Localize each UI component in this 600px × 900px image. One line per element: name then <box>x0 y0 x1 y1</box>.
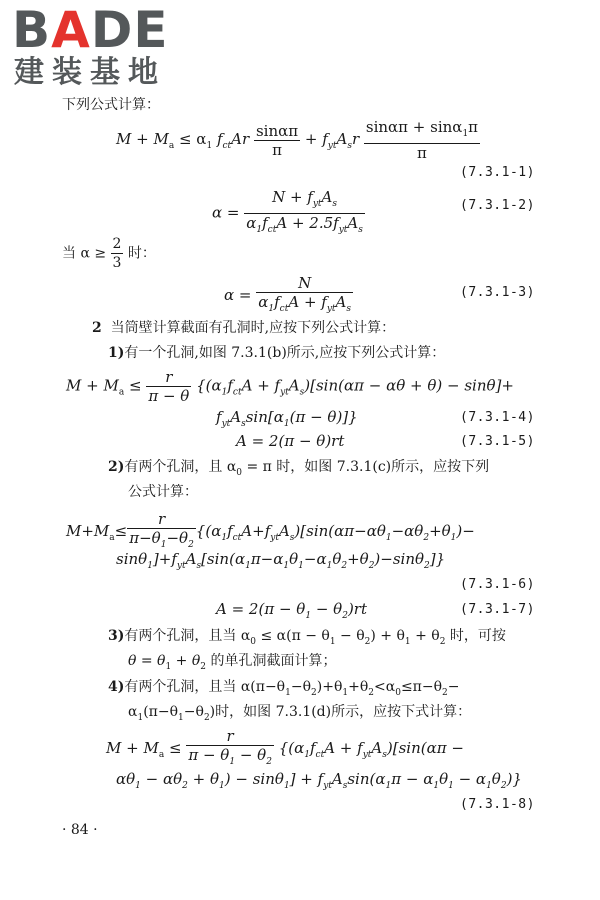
equation-number: (7.3.1-6) <box>460 577 535 592</box>
clause-2-3-line2: $\theta = \theta_1 + \theta_2$ 的单孔洞截面计算； <box>128 653 337 672</box>
equation-7-3-1-4: $M + M_a$ ≤ $\frac{r}{\pi - \theta}$ {$(\alpha_1f_{ct}A + f_{yt}A_s)[\sin(\alpha\pi - \alpha\theta + \theta) - \sin\theta]+$ <box>66 368 514 405</box>
equation-number: (7.3.1-8) <box>460 797 535 812</box>
equation-7-3-1-6: $M+M_a\le$ $\frac{r}{\pi-\theta_1-\theta_2}$ {$(\alpha_1f_{ct}A+f_{yt}A_s)[\sin(\alpha\pi-\alpha\theta_1-\alpha\theta_2+\theta_1)-$ <box>66 510 475 554</box>
equation-number: (7.3.1-1) <box>460 165 535 180</box>
equation-number: (7.3.1-4) <box>460 410 535 425</box>
equation-7-3-1-5: A = 2(π − θ)rt <box>236 432 345 450</box>
equation-7-3-1-8-line2: $\alpha\theta_1 - \alpha\theta_2 + \theta_1) - \sin\theta_1] + f_{yt}A_s\sin(\alpha_1\pi - \alpha_1\theta_1 - \alpha_1\theta_2)$} <box>116 770 522 791</box>
logo-letters: DE <box>90 1 169 59</box>
page-number: · 84 · <box>62 822 98 838</box>
clause-2-4-line2: $\alpha_1(\pi-\theta_1-\theta_2)$时，如图 7.3.1(d)所示，应按下式计算： <box>128 704 472 723</box>
equation-number: (7.3.1-5) <box>460 434 535 449</box>
equation-7-3-1-6-line2: $\sin\theta_1]+f_{yt}A_s[\sin(\alpha_1\pi-\alpha_1\theta_1-\alpha_1\theta_2+\theta_2)-\sin\theta_2]$} <box>116 550 446 571</box>
clause-2-4: 4)有两个孔洞，且当 $\alpha(\pi-\theta_1-\theta_2)+\theta_1+\theta_2<\alpha_0\le\pi-\theta_2-$ <box>108 679 460 698</box>
logo-accent-letter: A <box>51 1 91 59</box>
intro-text: 下列公式计算： <box>62 97 160 113</box>
equation-7-3-1-1: $M + M_a \le \alpha_1$ $f_{ct}Ar$ $\frac{\sin\alpha\pi}{\pi}$ + $f_{yt}A_sr$ $\frac{\sin\alpha\pi + \sin\alpha_1\pi}{\pi}$ <box>116 118 479 162</box>
logo-letter: B <box>12 1 52 59</box>
clause-2-3: 3)有两个孔洞，且当 $\alpha_0 \le \alpha(\pi - \theta_1 - \theta_2) + \theta_1 + \theta_2$ 时，可按 <box>108 628 506 647</box>
equation-7-3-1-3: α = $\frac{N}{\alpha_1f_{ct}A + f_{yt}A_s}$ <box>224 274 353 318</box>
equation-number: (7.3.1-7) <box>460 602 535 617</box>
equation-7-3-1-4-line2: $f_{yt}A_s\sin[\alpha_1(\pi - \theta)]$} <box>216 408 358 429</box>
clause-2-2: 2)有两个孔洞，且 $\alpha_0 = \pi$ 时，如图 7.3.1(c)所示，应按下列 <box>108 459 490 478</box>
condition-text: 当 α ≥ $\frac{2}{3}$ 时： <box>62 236 156 271</box>
clause-2-2-line2: 公式计算： <box>128 484 198 500</box>
brand-logo <box>12 2 169 58</box>
equation-7-3-1-7: $A = 2(\pi - \theta_1 - \theta_2)rt$ <box>216 600 367 621</box>
brand-subtitle: 建装基地 <box>14 55 166 90</box>
clause-2-1: 1)有一个孔洞,如图 7.3.1(b)所示,应按下列公式计算： <box>108 345 446 361</box>
equation-number: (7.3.1-2) <box>460 198 535 213</box>
equation-7-3-1-8: $M + M_a$ ≤ $\frac{r}{\pi - \theta_1 - \theta_2}$ {$(\alpha_1f_{ct}A + f_{yt}A_s)[\sin(\alpha\pi$ − <box>106 727 464 771</box>
equation-number: (7.3.1-3) <box>460 285 535 300</box>
clause-2: 2 当筒壁计算截面有孔洞时,应按下列公式计算： <box>92 320 396 336</box>
equation-7-3-1-2: α = $\frac{N + f_{yt}A_s}{\alpha_1f_{ct}A + 2.5f_{yt}A_s}$ <box>212 188 365 239</box>
